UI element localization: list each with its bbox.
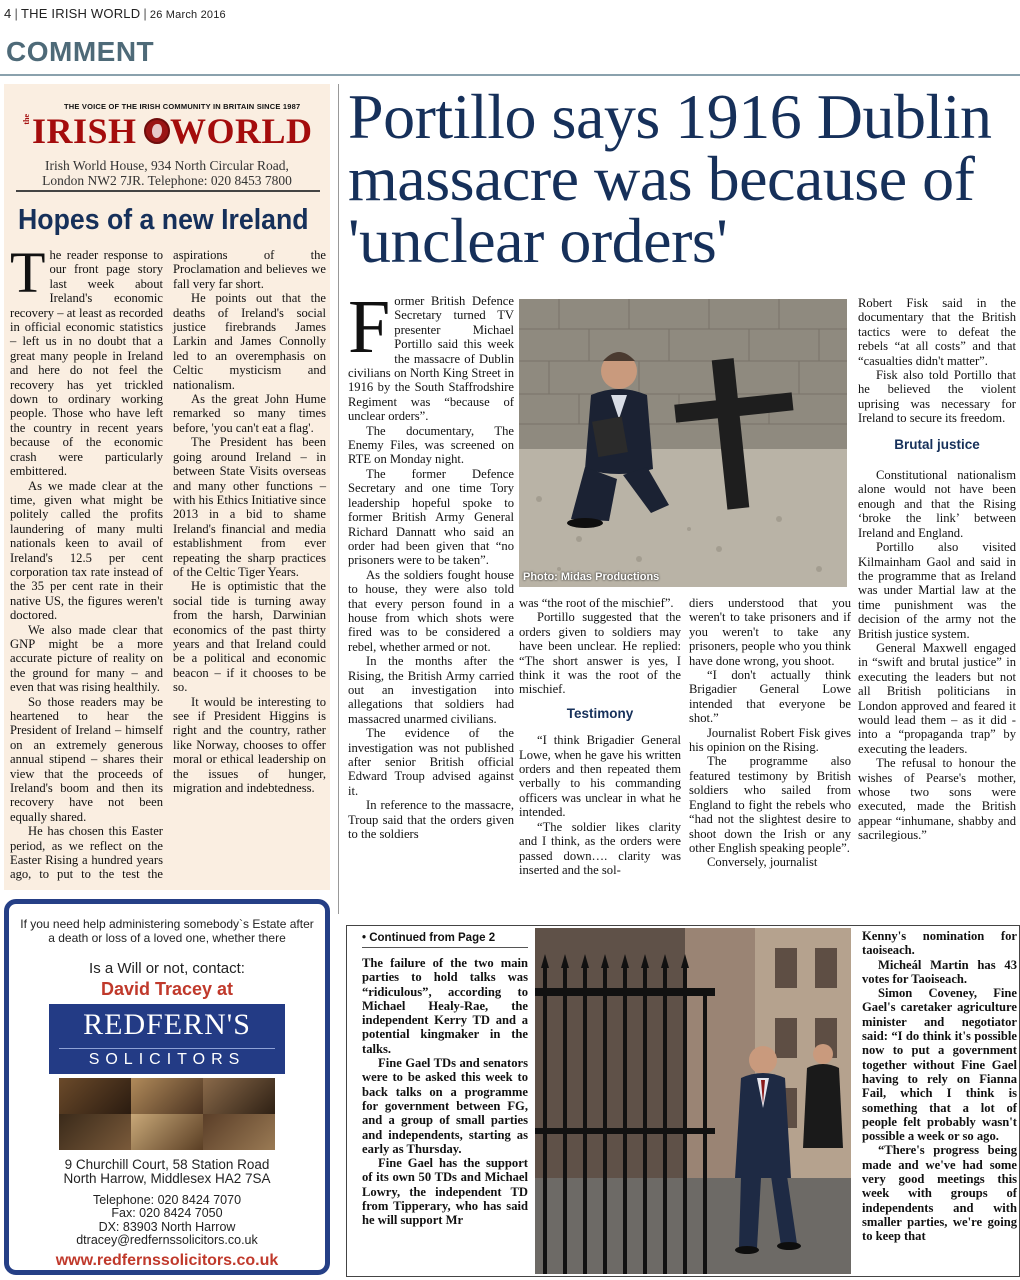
drop-cap: F [348,285,391,369]
masthead-tagline: THE VOICE OF THE IRISH COMMUNITY IN BRITAIN SINCE 1987 [64,102,301,111]
drop-cap: T [10,240,46,305]
continued-paragraph: “There's progress being made and we've had some very good meetings this week with groups of independents and with smaller parties, we're going to keep that [862,1143,1017,1244]
clock-image [59,1078,131,1114]
editorial-paragraph: We also made clear that GNP might be a more accurate picture of reality on the ground for many – and even that was rising healthily. [10,622,163,695]
story-paragraph: “I think Brigadier General Lowe, when he gave his written orders and then repeated them verbally to his commanding officers was unclear in what he intended. [519,733,681,820]
redferns-logo [49,1004,285,1074]
keys-image [59,1114,131,1150]
story-paragraph: was “the root of the mischief”. [519,596,674,610]
kenny-photo-illustration [535,928,851,1274]
continued-paragraph: Fine Gael TDs and senators were to be asked this week to back talks on a programme for government between FG, and a group of small parties and independents, starting as early as Thursday. [362,1056,528,1156]
kenny-photo [535,928,851,1274]
editorial-paragraph: He points out that the deaths of Ireland's social justice firebrands James Larkin and James Connolly led to an overemphasis on Celtic mysticism and nationalism. [173,291,326,392]
pen-image [131,1114,203,1150]
story-column-4 [858,296,1016,843]
editorial-body [10,240,326,888]
story-paragraph: “The soldier likes clarity and I think, as the orders were passed down…. clarity was inserted and the sol- [519,819,681,877]
ad-email[interactable]: dtracey@redfernssolicitors.co.uk [76,1232,258,1247]
ad-address: 9 Churchill Court, 58 Station Road North Harrow, Middlesex HA2 7SA [63,1157,271,1186]
continued-left-column [362,930,528,1228]
portillo-photo-illustration [519,299,847,587]
editorial-divider [16,190,320,192]
paper-name: THE IRISH WORLD [21,6,141,21]
hands-image [203,1114,275,1150]
continued-paragraph: Simon Coveney, Fine Gael's caretaker agriculture minister and negotiator said: “I do think it's possible now to put a government together without Fine Gael having to rely on Fianna Fail, which I think is something that a lot of people felt probably wasn't possible a week or so ago. [862,986,1017,1144]
story-paragraph: The refusal to honour the wishes of Pearse's mother, whose two sons were executed, made the British appear “inhumane, shabby and sacrilegious.” [858,756,1016,843]
story-paragraph: Portillo also visited Kilmainham Gaol and said in the programme that as Ireland was under Martial law at the time punishment was the decision of the army not the British justice system. [858,540,1016,641]
ad-will-line: Is a Will or not, contact: [89,960,245,977]
story-paragraph: “I don't actually think Brigadier General Lowe intended that everyone be shot.” [689,668,851,726]
continued-paragraph: The failure of the two main parties to hold talks was “ridiculous”, according to Michael Healy-Rae, the independent Kerry TD and a potential kingmaker in the talks. [362,956,528,1056]
story-paragraph: diers understood that you weren't to take prisoners and if you weren't to take any prisoners, people who you think have done wrong, you shoot. [689,596,851,668]
story-paragraph: Former British Defence Secretary turned TV presenter Michael Portillo said this week the massacre of Dublin civilians on North King Street in 1916 by the South Staffrodshire Regiment was “because of unclear orders”. [348,285,514,424]
editorial-paragraph: So those readers may be heartened to hear the President of Ireland – himself on an extremely generous annual stipend – shares their view that the proceeds of Ireland's boom and then its recovery have not been equally shared. [10,694,163,824]
editorial-paragraph: He has chosen this Easter period, as we reflect on the Easter Rising a hundred years ago, to put to the test the aspirations of the Proclamation and believes we fall very far short. [10,248,326,882]
story-column-1 [348,285,514,842]
editorial-paragraph: As the great John Hume remarked so many times before, 'you can't eat a flag'. [173,392,326,435]
ad-intro: If you need help administering somebody`s Estate after a death or loss of a loved one, whether there [20,917,314,945]
subhead-testimony: Testimony [566,705,634,721]
subhead-brutal-justice: Brutal justice [894,436,980,452]
continued-right-column [862,929,1017,1244]
header-divider [0,74,1020,76]
photo-credit: Photo: Midas Productions [523,571,660,583]
continued-paragraph: Kenny's nomination for taoiseach. [862,929,1017,958]
story-paragraph: As the soldiers fought house to house, they were also told that every person found in a house from which shots were fired was to be considered a rebel, whether armed or not. [348,567,514,654]
story-paragraph: The former Defence Secretary and one time Tory leadership hopeful spoke to former British Army General Richard Dannatt who said an order had been given that “no prisoners were to be taken”. [348,466,514,568]
page-folio: 4 | THE IRISH WORLD | 26 March 2016 [4,6,226,21]
logo-line-2: SOLICITORS [59,1048,275,1069]
story-paragraph: The documentary, The Enemy Files, was screened on RTE on Monday night. [348,423,514,467]
editorial-headline: Hopes of a new Ireland [18,204,309,236]
page-number: 4 [4,6,12,21]
editorial-paragraph: As we made clear at the time, given what might be politely called the profits laundering of many multi nationals keen to avail of Ireland's 12.5 per cent corporation tax rate instead of the 35 per cent rate in their native US, the figures weren't doctored. [10,478,163,623]
ad-fax: Fax: 020 8424 7050 [111,1206,223,1221]
editorial-panel [4,84,330,890]
section-title: COMMENT [6,36,155,67]
ad-contact-details [9,1194,325,1247]
masthead-word-world: WORLD [170,111,313,151]
masthead-word-irish: IRISH [32,111,137,151]
editorial-address: Irish World House, 934 North Circular Road, London NW2 7JR. Telephone: 020 8453 7800 [42,158,292,188]
ad-telephone: Telephone: 020 8424 7070 [92,1193,242,1207]
ad-website[interactable]: www.redfernssolicitors.co.uk [55,1252,279,1269]
editorial-paragraph: It would be interesting to see if President Higgins is right and the country, rather like Norway, chooses to offer moral or ethical leadership on the issues of hunger, migration and indebtedness. [173,694,326,796]
story-paragraph: Journalist Robert Fisk gives his opinion on the Rising. [689,725,851,755]
story-paragraph: Portillo suggested that the orders given to soldiers may have been unclear. He replied: “The short answer is yes, I think it was the root of the mischief. [519,610,681,697]
column-divider [338,84,339,914]
issue-date: 26 March 2016 [149,9,226,21]
handshake-image [203,1078,275,1114]
continued-tag: • Continued from Page 2 [362,930,528,948]
ad-image-strip [59,1078,275,1152]
story-paragraph: Conversely, journalist [707,855,818,870]
portillo-photo [519,299,847,587]
solicitors-advert [4,899,330,1275]
story-paragraph: The evidence of the investigation was not published after senior British official Edward Troup advised against it. [348,726,514,798]
story-paragraph: In the months after the Rising, the British Army carried out an investigation into allegations that soldiers had massacred unarmed civilians. [348,654,514,726]
story-column-2 [519,596,681,877]
ad-contact-name: David Tracey at [100,979,234,999]
story-paragraph: In reference to the massacre, Troup said that the orders given to the soldiers [348,798,514,842]
continued-paragraph: Fine Gael has the support of its own 50 TDs and Michael Lowry, the independent TD from Tipperary, who has said he will support Mr [362,1156,528,1228]
ad-dx: DX: 83903 North Harrow [98,1219,236,1234]
masthead-the: the [22,114,31,125]
editorial-paragraph: He is optimistic that the social tide is turning away from the harsh, Darwinian economics of the past thirty years and that Ireland could be a political and economic beacon – if it chooses to be so. [173,579,326,695]
story-headline: Portillo says 1916 Dublin massacre was because of 'unclear orders' [348,81,992,276]
story-paragraph: Fisk also told Portillo that he believed the violent uprising was necessary for Ireland to secure its freedom. [858,368,1016,426]
story-paragraph: The programme also featured testimony by British soldiers who sailed from England to fight the rebels who “had not the slightest desire to shoot down the Irish or any other English speaking people”. [689,754,851,855]
story-paragraph: Robert Fisk said in the documentary that the British tactics were to defeat the rebels “at all costs” and that “casualties didn't matter”. [858,296,1016,368]
story-paragraph: General Maxwell engaged in “swift and brutal justice” in executing the leaders but not all British politicians in London approved and feared it would lead them – as it did - into a “propaganda trap” by executing the leaders. [858,640,1016,756]
masthead-logo [22,112,322,152]
document-image [131,1078,203,1114]
editorial-paragraph: The President has been going around Ireland – in between State Visits overseas and many other functions – with his Ethics Initiative since 2013 in a bid to shame Ireland's financial and media establishment from ever repeating the sharp practices of the Celtic Tiger Years. [173,435,326,579]
story-paragraph: Constitutional nationalism alone would not have been enough and that the Rising ‘broke the link’ between Ireland and England. [858,468,1016,540]
story-column-3 [689,596,851,870]
editorial-paragraph: The reader response to our front page story last week about Ireland's economic recovery – at least as recorded in official economic statistics – left us in no doubt that a great many people in Ireland and here do not feel the recovery has yet trickled down to ordinary working people. Those who have left the country in recent years because of the economic crash were particularly embittered. [10,240,163,479]
continued-paragraph: Micheál Martin has 43 votes for Taoiseach. [862,957,1017,986]
logo-line-1: REDFERN'S [83,1008,251,1041]
globe-icon [144,118,170,144]
